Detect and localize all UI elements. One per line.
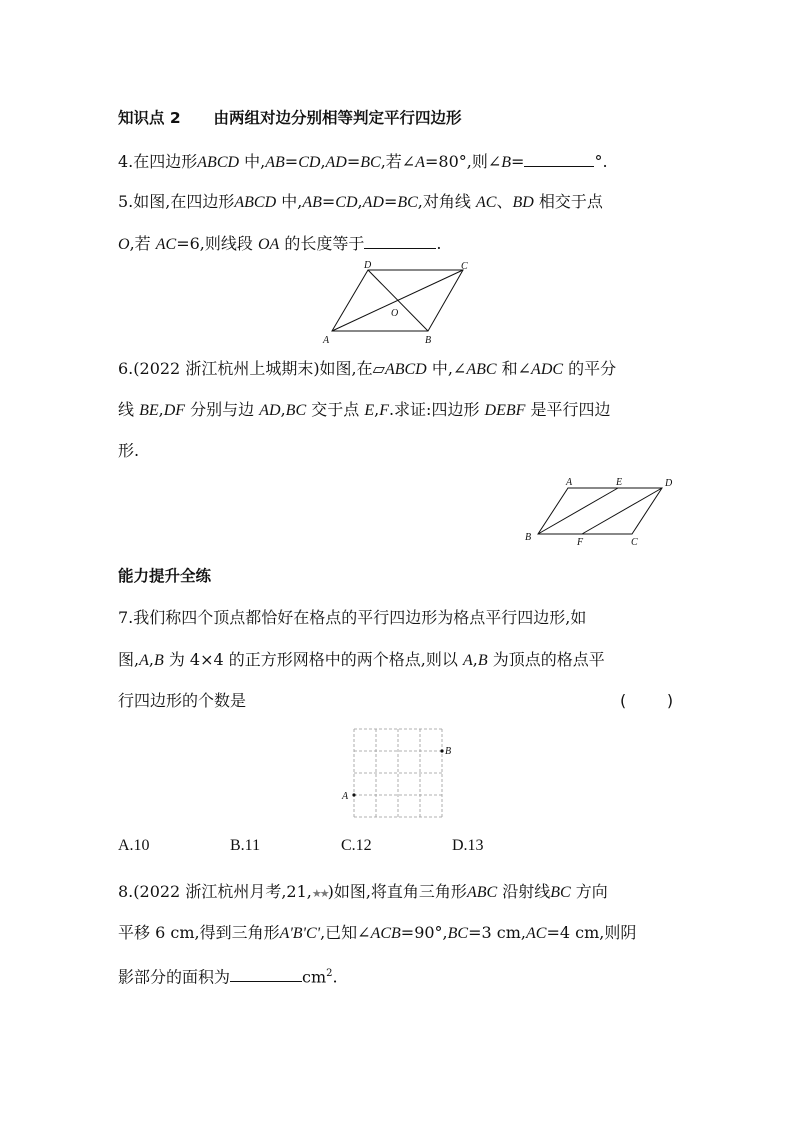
q5-text: 5.如图,在四边形 xyxy=(118,192,235,211)
q8-text: ,已知∠ xyxy=(320,923,371,942)
label-d: D xyxy=(364,260,372,271)
question-8-line-2 xyxy=(118,922,636,945)
q8-text: 影部分的面积为 xyxy=(118,967,231,987)
q5-text: = xyxy=(321,192,336,211)
q6-text: 和∠ xyxy=(496,359,532,378)
label-b: B xyxy=(445,746,452,757)
q4-var: AD xyxy=(325,154,347,171)
q6-text: 线 xyxy=(118,400,140,419)
q5-text: 、 xyxy=(496,192,513,211)
option-a[interactable]: A.10 xyxy=(118,837,150,854)
q6-var: ADC xyxy=(531,361,564,378)
section-label: 知识点 2 xyxy=(118,109,181,127)
question-5-line-1 xyxy=(118,191,603,214)
q8-text: 方向 xyxy=(570,882,608,901)
q7-text: 图, xyxy=(118,650,140,669)
q4-text: = xyxy=(284,152,299,171)
q7-var: A xyxy=(139,652,149,669)
q8-text: )如图,将直角三角形 xyxy=(327,882,467,901)
q4-text: 4.在四边形 xyxy=(118,152,198,171)
q5-text: 的长度等于 xyxy=(279,234,365,253)
q6-var: DEBF xyxy=(484,402,526,419)
q6-var: ABC xyxy=(466,361,497,378)
q6-var: ABCD xyxy=(384,361,427,378)
question-8-line-3 xyxy=(118,963,338,988)
q8-var: BC xyxy=(550,884,571,901)
question-7-line-3: 行四边形的个数是 xyxy=(118,691,247,710)
label-a: A xyxy=(566,477,573,488)
q8-text: 沿射线 xyxy=(497,882,551,901)
label-a: A xyxy=(342,791,349,802)
label-o: O xyxy=(391,308,399,319)
q4-text: ,若∠ xyxy=(380,152,416,171)
q4-text: = xyxy=(346,152,361,171)
q6-var: DF xyxy=(163,402,186,419)
q7-var: B xyxy=(153,652,164,669)
q5-var: AD xyxy=(362,194,384,211)
q4-var: B xyxy=(501,154,512,171)
q6-parallelogram-figure xyxy=(520,474,680,550)
question-5-line-2 xyxy=(118,232,441,256)
q8-var: BC xyxy=(447,925,469,942)
q5-text: ,若 xyxy=(129,234,156,253)
q4-text: 中, xyxy=(239,152,266,171)
q5-parallelogram-figure xyxy=(318,258,478,348)
q5-var: ABCD xyxy=(234,194,277,211)
q4-var: A xyxy=(415,154,425,171)
q6-text: 中,∠ xyxy=(426,359,467,378)
q6-var: F xyxy=(379,402,389,419)
q8-text: 8.(2022 浙江杭州月考,21, xyxy=(118,882,312,901)
question-8-line-1 xyxy=(118,881,608,905)
q5-var: OA xyxy=(257,236,280,253)
q8-var: A'B'C' xyxy=(279,925,321,942)
q8-text: =90°, xyxy=(400,923,448,942)
q8-var: AC xyxy=(525,925,547,942)
label-a: A xyxy=(323,335,330,346)
q7-var: B xyxy=(477,652,488,669)
q7-text: , xyxy=(148,650,154,669)
point-a xyxy=(352,793,355,796)
label-b: B xyxy=(425,335,432,346)
question-6-line-3 xyxy=(118,440,139,462)
label-b: B xyxy=(525,532,532,543)
q6-text: 6.(2022 浙江杭州上城期末)如图,在▱ xyxy=(118,359,385,378)
q8-var: ACB xyxy=(370,925,401,942)
diagonal-bd xyxy=(368,270,428,331)
q6-var: E xyxy=(364,402,375,419)
q4-var: AB xyxy=(265,154,285,171)
q8-text: 平移 6 cm,得到三角形 xyxy=(118,923,280,942)
answer-blank[interactable] xyxy=(364,232,436,249)
q5-text: 中, xyxy=(276,192,303,211)
q6-text: 交于点 xyxy=(306,400,365,419)
q4-text: =80°,则∠ xyxy=(425,152,502,171)
q8-text: =4 cm,则阴 xyxy=(546,923,637,942)
q4-text: = xyxy=(511,152,525,171)
q5-text: . xyxy=(436,234,442,253)
section-title: 由两组对边分别相等判定平行四边形 xyxy=(213,109,462,127)
q7-text: 为顶点的格点平 xyxy=(487,650,605,669)
option-d[interactable]: D.13 xyxy=(452,837,484,854)
q5-text: 相交于点 xyxy=(533,192,603,211)
question-4 xyxy=(118,150,608,174)
parallelogram-abcd xyxy=(538,488,662,534)
q7-grid-figure xyxy=(338,724,468,820)
q5-var: BD xyxy=(512,194,534,211)
question-6-line-1 xyxy=(118,358,616,381)
q6-text: 是平行四边 xyxy=(525,400,611,419)
q8-unit-exponent: 2 xyxy=(326,968,333,979)
q5-var: AC xyxy=(475,194,497,211)
q5-text: ,对角线 xyxy=(417,192,476,211)
question-6-line-2 xyxy=(118,399,611,422)
grid-lines xyxy=(354,729,442,817)
q5-var: AB xyxy=(302,194,322,211)
q8-var: ABC xyxy=(466,884,498,901)
q5-var: CD xyxy=(335,194,358,211)
q4-var: BC xyxy=(360,154,381,171)
q5-text: , xyxy=(357,192,363,211)
q6-var: AD xyxy=(259,402,281,419)
label-f: F xyxy=(577,537,584,548)
answer-paren[interactable]: ( ) xyxy=(620,691,674,710)
answer-blank[interactable] xyxy=(524,150,594,167)
section-heading xyxy=(118,107,462,129)
answer-blank[interactable] xyxy=(230,965,302,982)
q6-var: BC xyxy=(285,402,307,419)
q4-var: CD xyxy=(298,154,321,171)
q5-var: BC xyxy=(397,194,418,211)
option-b[interactable]: B.11 xyxy=(230,837,261,854)
q5-var: AC xyxy=(155,236,177,253)
q7-text: 为 4×4 的正方形网格中的两个格点,则以 xyxy=(163,650,463,669)
q8-unit: cm xyxy=(302,967,327,987)
q6-var: BE xyxy=(139,402,159,419)
q6-text: , xyxy=(158,400,164,419)
q6-text: .求证:四边形 xyxy=(388,400,485,419)
label-d: D xyxy=(665,478,673,489)
q7-var: A xyxy=(462,652,473,669)
label-c: C xyxy=(461,261,468,272)
q5-text: = xyxy=(383,192,398,211)
q6-text: , xyxy=(280,400,286,419)
q4-text: °. xyxy=(594,152,608,171)
difficulty-star-icon: ★★ xyxy=(311,887,328,900)
option-c[interactable]: C.12 xyxy=(341,837,372,854)
label-c: C xyxy=(631,537,638,548)
q5-text: =6,则线段 xyxy=(176,234,258,253)
q4-text: , xyxy=(320,152,326,171)
segment-be xyxy=(538,488,618,534)
q6-text: 分别与边 xyxy=(185,400,260,419)
q8-text: . xyxy=(332,967,338,987)
question-7-line-2 xyxy=(118,649,605,672)
q7-text: , xyxy=(472,650,478,669)
q6-text: 形. xyxy=(118,441,140,460)
q4-var: ABCD xyxy=(197,154,240,171)
q8-text: =3 cm, xyxy=(468,923,526,942)
q6-text: , xyxy=(374,400,380,419)
point-b xyxy=(440,749,443,752)
question-7-line-1: 7.我们称四个顶点都恰好在格点的平行四边形为格点平行四边形,如 xyxy=(118,608,587,627)
q6-text: 的平分 xyxy=(563,359,617,378)
section-2-heading: 能力提升全练 xyxy=(118,567,212,585)
q5-var: O xyxy=(118,236,130,253)
segment-df xyxy=(582,488,662,534)
label-e: E xyxy=(616,477,623,488)
